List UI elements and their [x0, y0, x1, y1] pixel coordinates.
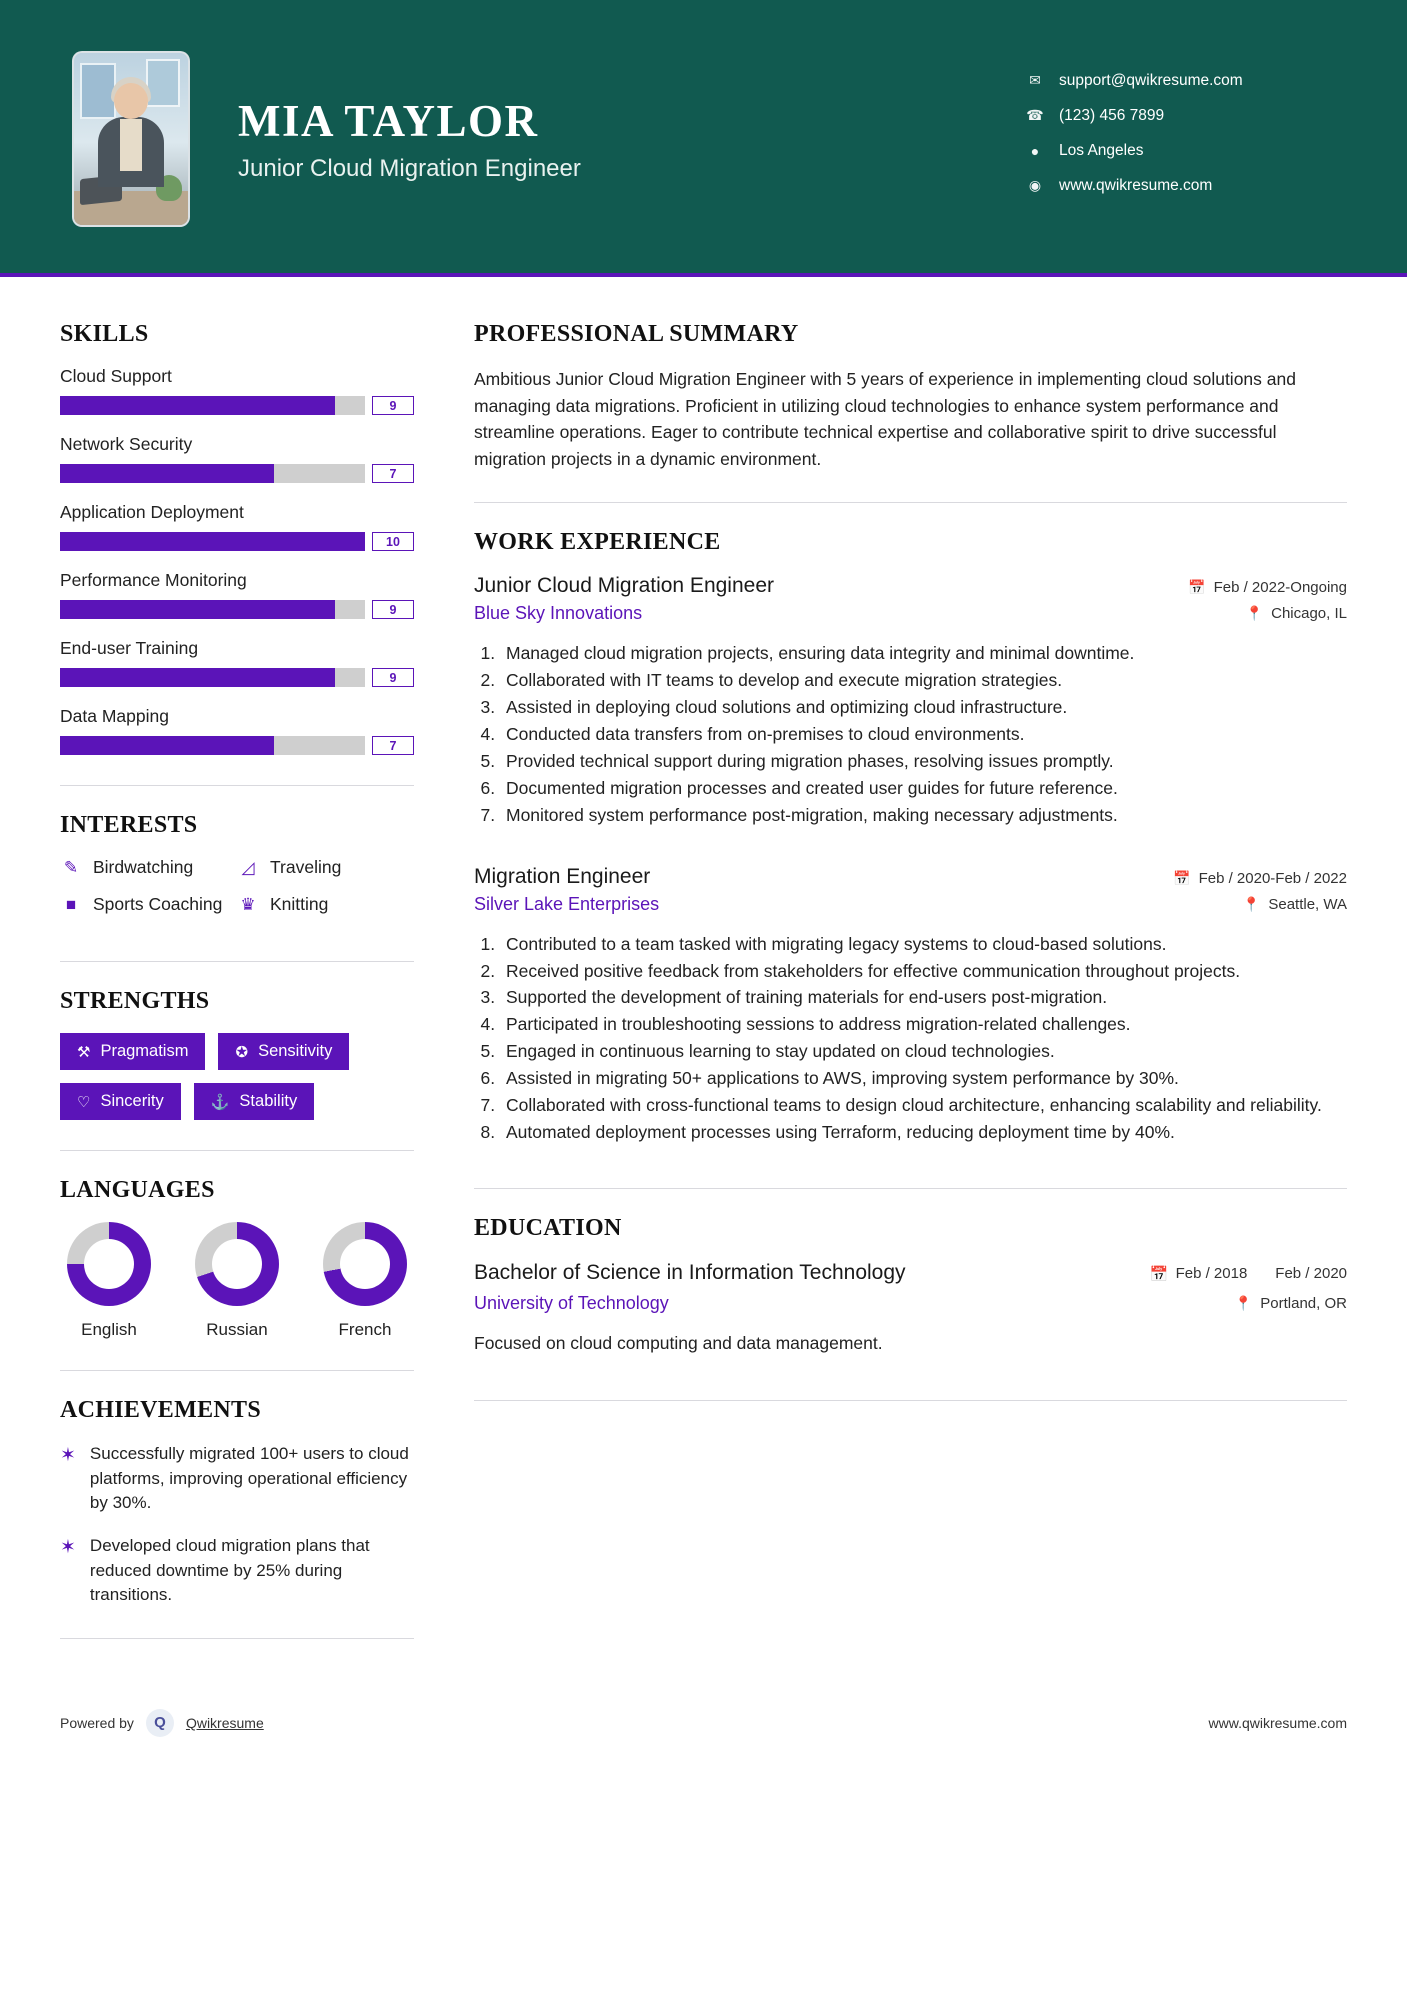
skill-value: 10 [372, 532, 414, 551]
strength-chip [60, 1033, 205, 1070]
skills-section-title: SKILLS [60, 321, 149, 347]
heart-icon: ♡ [77, 1093, 91, 1111]
location-pin-icon: 📍 [1245, 605, 1264, 622]
job-dates-value: Feb / 2022-Ongoing [1213, 579, 1347, 597]
job-bullet: 6. Assisted in migrating 50+ applications to AWS, improving system performance by 30%. [500, 1066, 1347, 1092]
job-location-value: Seattle, WA [1268, 895, 1347, 913]
interest-label: Birdwatching [93, 857, 194, 877]
strength-label: Stability [239, 1092, 298, 1110]
avatar [72, 51, 190, 227]
binoculars-icon: ◿ [241, 857, 255, 877]
skill-label: Network Security [60, 434, 193, 454]
education-date-start: Feb / 2018 [1175, 1264, 1248, 1282]
divider [474, 502, 1347, 503]
job-bullet: 3. Assisted in deploying cloud solutions and optimizing cloud infrastructure. [500, 695, 1347, 721]
anchor-icon: ⚓ [210, 1093, 230, 1111]
envelope-icon: ✉ [1029, 72, 1041, 88]
job-role: Junior Cloud Migration Engineer [474, 574, 774, 598]
skill-label: Application Deployment [60, 502, 244, 522]
job-role: Migration Engineer [474, 864, 651, 888]
job-bullet: 5. Provided technical support during migration phases, resolving issues promptly. [500, 749, 1347, 775]
skill-value: 9 [372, 600, 414, 619]
divider [474, 1400, 1347, 1401]
job-bullet: 2. Received positive feedback from stakeholders for effective communication throughout projects. [500, 959, 1347, 985]
footer-website[interactable]: www.qwikresume.com [1208, 1714, 1347, 1731]
education-item [474, 1260, 1347, 1355]
calendar-icon: 📅 [1173, 869, 1191, 886]
skill-value: 7 [372, 736, 414, 755]
job-dates-value: Feb / 2020-Feb / 2022 [1198, 869, 1347, 887]
achievements-section-title: ACHIEVEMENTS [60, 1397, 261, 1423]
divider [60, 1370, 414, 1371]
candidate-name: MIA TAYLOR [238, 95, 539, 146]
skill-value: 9 [372, 668, 414, 687]
skill-label: Cloud Support [60, 366, 172, 386]
language-donut [67, 1222, 151, 1306]
languages-list [60, 1222, 414, 1340]
star-badge-icon: ✶ [60, 1445, 76, 1466]
job-bullet: 5. Engaged in continuous learning to stay updated on cloud technologies. [500, 1039, 1347, 1065]
interest-label: Traveling [270, 857, 342, 877]
resume-header [0, 0, 1407, 277]
job-location [1173, 896, 1347, 913]
strength-label: Sensitivity [258, 1042, 333, 1060]
powered-by-label: Powered by [60, 1714, 134, 1731]
interests-list [60, 857, 414, 931]
education-dates [1150, 1265, 1347, 1284]
job-company: Silver Lake Enterprises [474, 893, 660, 914]
candidate-title: Junior Cloud Migration Engineer [238, 154, 581, 182]
education-note: Focused on cloud computing and data management. [474, 1333, 883, 1354]
interest-item [60, 894, 237, 915]
divider [60, 785, 414, 786]
sidebar [0, 277, 474, 1665]
language-label: English [81, 1320, 137, 1339]
contact-website[interactable] [1025, 177, 1345, 195]
skill-item [60, 638, 414, 687]
language-label: French [338, 1320, 392, 1339]
skill-item [60, 502, 414, 551]
hammer-icon: ⚒ [77, 1043, 91, 1061]
skill-track [60, 396, 365, 415]
contact-location-value: Los Angeles [1059, 141, 1144, 159]
globe-icon: ◉ [1028, 177, 1042, 193]
briefcase-icon: ■ [65, 894, 77, 914]
skill-label: Data Mapping [60, 706, 169, 726]
education-date-end: Feb / 2020 [1275, 1264, 1347, 1282]
skill-item [60, 706, 414, 755]
bird-pen-icon: ✎ [63, 857, 79, 877]
divider [60, 1638, 414, 1639]
education-degree: Bachelor of Science in Information Technology [474, 1260, 906, 1284]
job-bullet: 8. Automated deployment processes using Terraform, reducing deployment time by 40%. [500, 1120, 1347, 1146]
skill-label: Performance Monitoring [60, 570, 247, 590]
achievement-text: Developed cloud migration plans that reduced downtime by 25% during transitions. [89, 1535, 370, 1605]
education-school: University of Technology [474, 1292, 669, 1313]
job-dates [1188, 579, 1347, 596]
strength-chip [218, 1033, 349, 1070]
interests-section-title: INTERESTS [60, 812, 198, 838]
job-bullet: 4. Participated in troubleshooting sessions to address migration-related challenges. [500, 1012, 1347, 1038]
language-item [188, 1222, 286, 1340]
location-pin-icon: 📍 [1242, 895, 1261, 912]
job-bullet: 7. Collaborated with cross-functional teams to design cloud architecture, enhancing scalability and reliability. [500, 1093, 1347, 1119]
skill-track [60, 668, 365, 687]
divider [474, 1188, 1347, 1189]
divider [60, 961, 414, 962]
education-location-value: Portland, OR [1260, 1295, 1347, 1313]
contact-website-value: www.qwikresume.com [1059, 176, 1213, 194]
education-location [1150, 1295, 1347, 1312]
location-pin-icon: 📍 [1234, 1295, 1253, 1312]
interest-item [237, 894, 414, 915]
skills-list [60, 366, 414, 755]
skill-item [60, 570, 414, 619]
job-bullets [500, 932, 1347, 1146]
leaf-icon: ✪ [235, 1043, 249, 1061]
skill-item [60, 434, 414, 483]
contact-location [1025, 142, 1345, 160]
name-block [238, 95, 1025, 183]
divider [60, 1150, 414, 1151]
job-bullet: 6. Documented migration processes and created user guides for future reference. [500, 776, 1347, 802]
skill-value: 7 [372, 464, 414, 483]
experience-item [474, 574, 1347, 828]
interest-item [60, 857, 237, 878]
interest-item [237, 857, 414, 878]
skill-label: End-user Training [60, 638, 199, 658]
languages-section-title: LANGUAGES [60, 1177, 215, 1203]
contact-phone-value: (123) 456 7899 [1059, 106, 1165, 124]
interest-label: Sports Coaching [93, 894, 223, 914]
skill-track [60, 532, 365, 551]
skill-item [60, 366, 414, 415]
language-donut [323, 1222, 407, 1306]
strength-label: Pragmatism [100, 1042, 189, 1060]
interest-label: Knitting [270, 894, 329, 914]
phone-icon: ☎ [1026, 107, 1044, 123]
job-location [1188, 605, 1347, 622]
language-item [316, 1222, 414, 1340]
trophy-icon: ♛ [240, 894, 256, 914]
summary-text: Ambitious Junior Cloud Migration Engineer with 5 years of experience in implementing cloud solutions and managing data migrations. Proficient in utilizing cloud technologies to enhance system performance and streamline operations. Eager to contribute technical expertise and collaborative spirit to drive successful migration projects in a dynamic environment. [474, 369, 1296, 469]
job-bullet: 2. Collaborated with IT teams to develop and execute migration strategies. [500, 668, 1347, 694]
resume-body [0, 277, 1407, 1665]
contact-email-value: support@qwikresume.com [1059, 71, 1243, 89]
calendar-icon: 📅 [1188, 579, 1206, 596]
page-footer [0, 1691, 1407, 1761]
job-bullets [500, 641, 1347, 828]
star-badge-icon: ✶ [60, 1536, 76, 1558]
skill-value: 9 [372, 396, 414, 415]
job-bullet: 1. Contributed to a team tasked with migrating legacy systems to cloud-based solutions. [500, 932, 1347, 958]
job-bullet: 1. Managed cloud migration projects, ensuring data integrity and minimal downtime. [500, 641, 1347, 667]
job-company: Blue Sky Innovations [474, 603, 643, 624]
qwikresume-link[interactable]: Qwikresume [185, 1714, 264, 1731]
summary-section-title: PROFESSIONAL SUMMARY [474, 321, 799, 347]
job-dates [1173, 870, 1347, 887]
strength-label: Sincerity [100, 1092, 164, 1110]
contact-list [1025, 66, 1345, 212]
calendar-icon: 📅 [1149, 1265, 1169, 1283]
achievements-list [60, 1442, 414, 1608]
main-content [474, 277, 1407, 1665]
language-item [60, 1222, 158, 1340]
job-location-value: Chicago, IL [1271, 605, 1347, 623]
contact-phone[interactable] [1025, 107, 1345, 125]
achievement-item [60, 1534, 414, 1608]
language-label: Russian [206, 1320, 268, 1339]
location-pin-icon: ● [1030, 142, 1040, 159]
skill-track [60, 600, 365, 619]
strengths-section-title: STRENGTHS [60, 988, 210, 1014]
strengths-list [60, 1033, 414, 1120]
education-section-title: EDUCATION [474, 1214, 622, 1241]
job-bullet: 7. Monitored system performance post-migration, making necessary adjustments. [500, 803, 1347, 829]
language-donut [195, 1222, 279, 1306]
strength-chip [60, 1083, 181, 1120]
achievement-item [60, 1442, 414, 1516]
achievement-text: Successfully migrated 100+ users to cloud platforms, improving operational efficiency by 30%. [89, 1444, 409, 1513]
skill-track [60, 464, 365, 483]
contact-email[interactable] [1025, 72, 1345, 90]
experience-section-title: WORK EXPERIENCE [474, 529, 721, 556]
job-bullet: 3. Supported the development of training materials for end-users post-migration. [500, 985, 1347, 1011]
strength-chip [194, 1083, 314, 1120]
qwikresume-logo-icon: Q [146, 1709, 174, 1737]
skill-track [60, 736, 365, 755]
experience-item [474, 865, 1347, 1146]
job-bullet: 4. Conducted data transfers from on-premises to cloud environments. [500, 722, 1347, 748]
